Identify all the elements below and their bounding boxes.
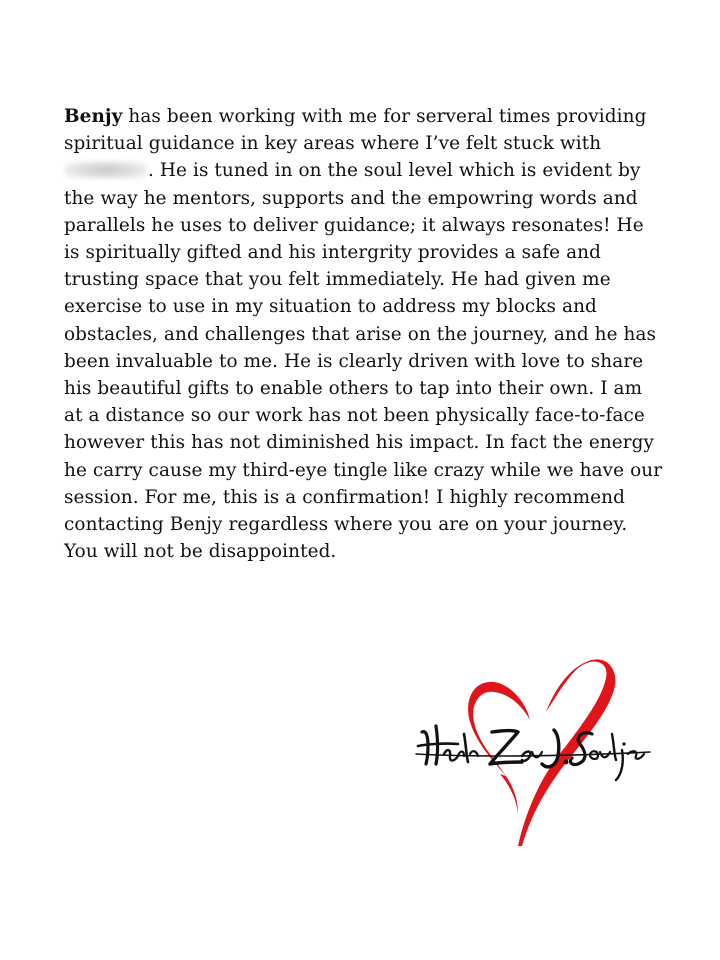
testimonial-text-part-2: . He is tuned in on the soul level which is evident by the way he mentors, supports and the empowring words and parallels he uses to deliver guidance; it always resonates! He is spiritually gifted and his intergrity provides a safe and trusting space that you felt immediately. He had given me exercise to use in my situation to address my blocks and obstacles, and challenges that arise on the journey, and he has been invaluable to me. He is clearly driven with love to share his beautiful gifts to enable others to tap into their own. I am at a distance so our work has not been physically face-to-face however this has not diminished his impact. In fact the energy he carry cause my third-eye tingle like crazy while we have our session. For me, this is a confirmation! I highly recommend contacting Benjy regardless where you are on your journey. You will not be disappointed. <box>64 160 663 563</box>
signature-heart-logo <box>414 650 654 855</box>
handwritten-signature <box>416 726 650 780</box>
testimonial-text-part-1: has been working with me for serveral times providing spiritual guidance in key areas where I’ve felt stuck with <box>64 106 647 155</box>
mentor-name: Benjy <box>64 106 123 127</box>
testimonial-text <box>64 103 664 565</box>
redacted-name-blur <box>64 161 148 179</box>
